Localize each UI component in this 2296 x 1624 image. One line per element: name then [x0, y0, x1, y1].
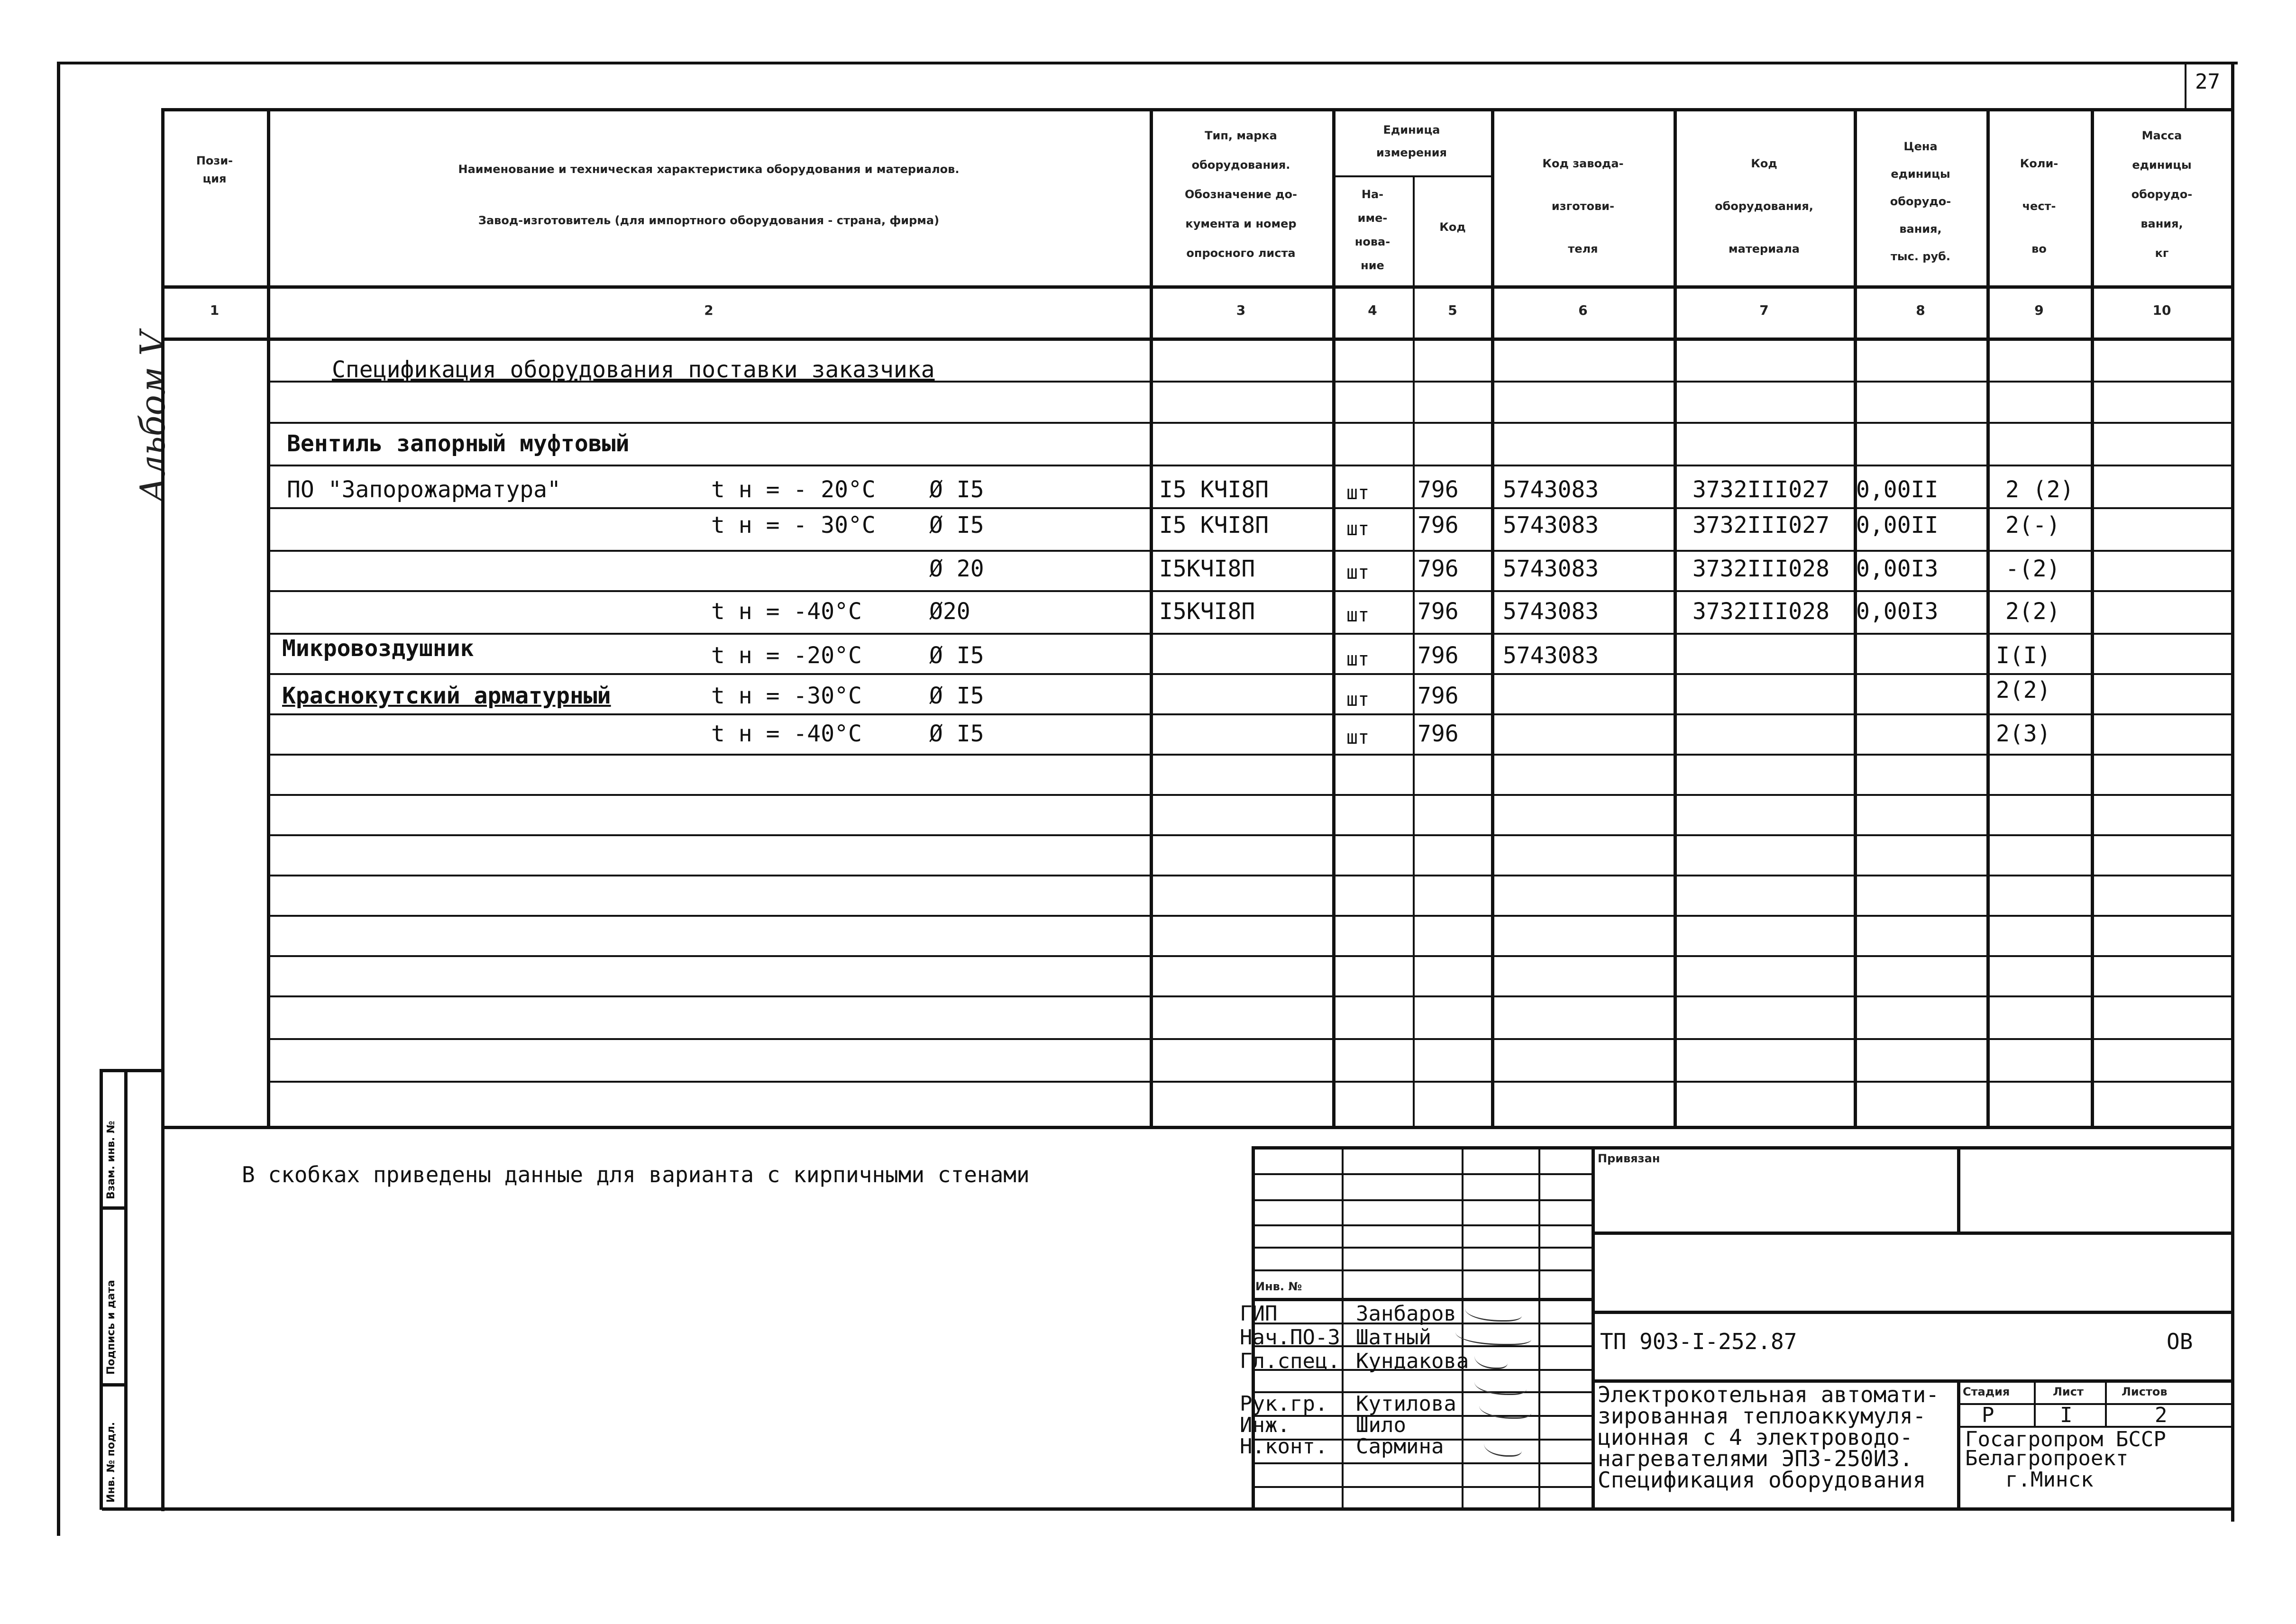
- tb-sheets-label: Листов: [2122, 1385, 2168, 1398]
- unit-group-divider: [1332, 175, 1491, 177]
- header-type: Тип, марка оборудования. Обозначение до- кумента и номер опросного листа: [1185, 129, 1297, 260]
- item-condition: t н = - 20°С: [711, 476, 876, 503]
- item-diameter: Ø I5: [929, 721, 984, 747]
- drawing-frame: [57, 62, 2238, 1515]
- tb-role: Гл.спец.: [1240, 1349, 1340, 1373]
- header-maker-code: Код завода- изготови- теля: [1542, 157, 1624, 255]
- section-title: Спецификация оборудования поставки заказчика: [332, 356, 935, 383]
- tb-doc-suffix: ОВ: [2167, 1329, 2193, 1354]
- header-position: Пози- ция: [196, 154, 233, 185]
- item-unit: шт: [1346, 604, 1370, 626]
- colnum-bottom-border: [161, 338, 2233, 341]
- stamp-original-inv: Инв. № подл.: [105, 1422, 117, 1503]
- item-qty: 2 (2): [2005, 476, 2074, 503]
- tb-left-row: [1252, 1199, 1592, 1201]
- item-diameter: Ø I5: [929, 683, 984, 709]
- tb-desc-right: [1957, 1379, 1960, 1507]
- tb-org: г.Минск: [2005, 1468, 2094, 1492]
- item-unit-code: 796: [1418, 683, 1459, 709]
- tb-role: ГИП: [1240, 1302, 1278, 1326]
- item-equip-code: 3732III028: [1692, 598, 1829, 625]
- colnum-6: 6: [1578, 302, 1588, 318]
- tb-sheets: 2: [2155, 1403, 2168, 1427]
- tb-code-top: [1592, 1311, 2233, 1314]
- row-line: [267, 1081, 2233, 1083]
- item-unit-code: 796: [1418, 476, 1459, 503]
- item-condition: t н = -20°С: [711, 642, 862, 669]
- tb-left-row: [1252, 1269, 1592, 1271]
- item-type: I5КЧI8П: [1159, 556, 1255, 582]
- colnum-10: 10: [2152, 302, 2171, 318]
- tb-sheet: I: [2060, 1403, 2073, 1427]
- tb-left-row: [1252, 1486, 1592, 1488]
- item-price: 0,00I3: [1856, 598, 1939, 625]
- item-price: 0,00I3: [1856, 556, 1939, 582]
- tb-role: Нач.ПО-3: [1240, 1325, 1340, 1350]
- stamp-replace-inv: Взам. инв. №: [105, 1121, 117, 1199]
- item-name: Микровоздушник: [282, 635, 474, 662]
- tb-role: Н.конт.: [1240, 1434, 1328, 1459]
- item-diameter: Ø I5: [929, 476, 984, 503]
- tb-desc-line: Электрокотельная автомати-: [1598, 1382, 1939, 1407]
- tb-inv-label: Инв. №: [1255, 1280, 1302, 1293]
- row-line: [267, 713, 2233, 715]
- tb-desc-line: ционная с 4 электроводо-: [1598, 1424, 1913, 1450]
- item-name: Краснокутский арматурный: [282, 683, 611, 709]
- row-line: [267, 754, 2233, 756]
- tb-left-row: [1252, 1462, 1592, 1464]
- header-name-line2: Завод-изготовитель (для импортного оборудования - страна, фирма): [478, 214, 940, 227]
- item-qty: I(I): [1996, 642, 2051, 669]
- album-label: Альбом V: [133, 331, 173, 502]
- item-unit: шт: [1346, 648, 1370, 670]
- item-qty: -(2): [2005, 556, 2060, 582]
- item-diameter: Ø20: [929, 598, 970, 625]
- row-line: [267, 550, 2233, 552]
- item-qty: 2(-): [2005, 512, 2060, 538]
- item-type: I5 КЧI8П: [1159, 512, 1269, 538]
- col-divider-4: [1413, 175, 1415, 1126]
- col-divider-1: [267, 108, 270, 1126]
- header-unit-name: На- име- нова- ние: [1354, 188, 1390, 272]
- row-line: [267, 1038, 2233, 1040]
- row-line: [267, 590, 2233, 592]
- item-qty: 2(2): [1996, 677, 2051, 703]
- tb-left-row: [1252, 1298, 1592, 1301]
- colnum-7: 7: [1759, 302, 1769, 318]
- item-name: Вентиль запорный муфтовый: [287, 430, 630, 457]
- tb-desc-line: нагревателями ЭПЗ-250ИЗ.: [1598, 1446, 1913, 1471]
- colnum-8: 8: [1916, 302, 1925, 318]
- tb-role: Инж.: [1240, 1413, 1290, 1437]
- item-maker-code: 5743083: [1503, 598, 1599, 625]
- tb-person: Сармина: [1356, 1434, 1444, 1459]
- sheet-number-divider: [2185, 62, 2186, 109]
- tb-top: [1252, 1146, 2233, 1150]
- tb-stage-label: Стадия: [1963, 1385, 2010, 1398]
- tb-desc-line: Спецификация оборудования: [1598, 1467, 1926, 1493]
- tb-role: Рук.гр.: [1240, 1392, 1328, 1416]
- header-bottom-border: [161, 285, 2233, 289]
- frame-right-line: [2231, 62, 2234, 1522]
- item-unit: шт: [1346, 482, 1370, 504]
- item-unit-code: 796: [1418, 556, 1459, 582]
- table-left-border: [161, 108, 165, 1511]
- header-unit-code: Код: [1439, 220, 1466, 234]
- item-maker-code: 5743083: [1503, 476, 1599, 503]
- colnum-2: 2: [704, 302, 713, 318]
- side-stamp-left: [100, 1069, 103, 1510]
- header-mass: Масса единицы оборудо- вания, кг: [2131, 129, 2193, 260]
- tb-person: Кундакова: [1356, 1349, 1469, 1373]
- item-type: I5 КЧI8П: [1159, 476, 1269, 503]
- tb-left-row: [1252, 1173, 1592, 1175]
- side-stamp-div2: [100, 1383, 124, 1387]
- tb-person: Кутилова: [1356, 1392, 1456, 1416]
- row-line: [267, 915, 2233, 917]
- item-condition: t н = -40°С: [711, 598, 862, 625]
- tb-stage-col1: [2034, 1379, 2036, 1426]
- header-qty: Коли- чест- во: [2020, 157, 2058, 255]
- tb-col-e: [1957, 1146, 1960, 1232]
- row-line: [267, 422, 2233, 424]
- item-unit-code: 796: [1418, 598, 1459, 625]
- colnum-3: 3: [1236, 302, 1246, 318]
- item-qty: 2(2): [2005, 598, 2060, 625]
- frame-left-line: [57, 62, 60, 1536]
- item-condition: t н = -40°С: [711, 721, 862, 747]
- tb-binding-label: Привязан: [1598, 1152, 1660, 1165]
- item-maker-code: 5743083: [1503, 556, 1599, 582]
- tb-col-d: [1592, 1146, 1595, 1509]
- tb-sheet-label: Лист: [2053, 1385, 2084, 1398]
- row-line: [267, 633, 2233, 635]
- colnum-9: 9: [2034, 302, 2044, 318]
- table-top-border: [161, 108, 2233, 111]
- side-stamp-div1: [100, 1206, 124, 1210]
- side-stamp-top: [100, 1069, 161, 1072]
- item-unit: шт: [1346, 562, 1370, 584]
- table-body-bottom: [161, 1126, 2233, 1129]
- frame-bottom-line: [102, 1507, 2233, 1511]
- item-maker-code: 5743083: [1503, 642, 1599, 669]
- row-line: [267, 507, 2233, 509]
- item-type: I5КЧI8П: [1159, 598, 1255, 625]
- item-diameter: Ø I5: [929, 512, 984, 538]
- header-equip-code: Код оборудования, материала: [1715, 157, 1813, 255]
- item-unit: шт: [1346, 518, 1370, 540]
- item-unit-code: 796: [1418, 721, 1459, 747]
- footnote: В скобках приведены данные для варианта с кирпичными стенами: [242, 1162, 1030, 1187]
- item-unit-code: 796: [1418, 642, 1459, 669]
- item-diameter: Ø I5: [929, 642, 984, 669]
- header-unit-group: Единица измерения: [1376, 123, 1447, 159]
- header-name-line1: Наименование и техническая характеристика оборудования и материалов.: [458, 163, 960, 176]
- item-condition: t н = - 30°С: [711, 512, 876, 538]
- tb-left-row: [1252, 1224, 1592, 1226]
- item-unit: шт: [1346, 689, 1370, 711]
- tb-stage-line1: [1957, 1403, 2233, 1405]
- side-stamp-right: [124, 1069, 128, 1510]
- row-line: [267, 995, 2233, 997]
- item-unit: шт: [1346, 727, 1370, 748]
- row-line: [267, 955, 2233, 957]
- item-equip-code: 3732III028: [1692, 556, 1829, 582]
- tb-stage-col2: [2105, 1379, 2107, 1426]
- stamp-signature-date: Подпись и дата: [105, 1280, 117, 1375]
- row-line: [267, 834, 2233, 836]
- item-price: 0,00II: [1856, 512, 1939, 538]
- item-diameter: Ø 20: [929, 556, 984, 582]
- header-price: Цена единицы оборудо- вания, тыс. руб.: [1890, 140, 1951, 263]
- item-qty: 2(3): [1996, 721, 2051, 747]
- tb-stage: Р: [1982, 1403, 1994, 1427]
- item-maker-code: 5743083: [1503, 512, 1599, 538]
- item-price: 0,00II: [1856, 476, 1939, 503]
- sheet-number: 27: [2195, 70, 2220, 94]
- tb-org: Белагропроект: [1965, 1446, 2129, 1470]
- tb-person: Занбаров: [1356, 1302, 1456, 1326]
- row-line: [267, 794, 2233, 796]
- tb-person: Шатный: [1356, 1325, 1431, 1350]
- item-condition: t н = -30°С: [711, 683, 862, 709]
- row-line: [267, 673, 2233, 675]
- item-equip-code: 3732III027: [1692, 512, 1829, 538]
- tb-binding-bottom: [1592, 1232, 2233, 1235]
- tb-desc-line: зированная теплоаккумуля-: [1598, 1403, 1926, 1429]
- item-equip-code: 3732III027: [1692, 476, 1829, 503]
- item-name: ПО "Запорожарматура": [287, 476, 561, 503]
- tb-person: Шило: [1356, 1413, 1406, 1437]
- colnum-1: 1: [210, 302, 220, 318]
- row-line: [267, 465, 2233, 466]
- tb-org: Госагропром БССР: [1965, 1427, 2166, 1451]
- tb-left-row: [1252, 1247, 1592, 1249]
- colnum-5: 5: [1448, 302, 1457, 318]
- item-unit-code: 796: [1418, 512, 1459, 538]
- colnum-4: 4: [1368, 302, 1377, 318]
- row-line: [267, 875, 2233, 876]
- tb-doc-code: ТП 903-I-252.87: [1600, 1329, 1797, 1354]
